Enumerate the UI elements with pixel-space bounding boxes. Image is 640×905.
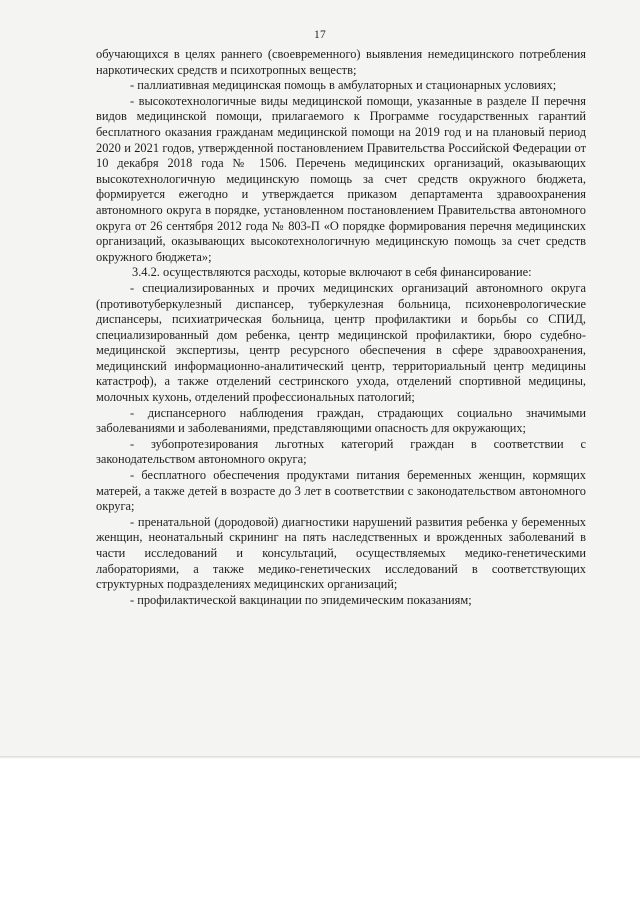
document-body	[96, 47, 586, 608]
paragraph-high-tech-care: - высокотехнологичные виды медицинской помощи, указанные в разделе II перечня видов медицинской помощи, прилагаемого к Программе государственных гарантий бесплатного оказания гражданам медицинской помощи на 2019 год и на плановый период 2020 и 2021 годов, утвержденной постановлением Правительства Российской Федерации от 10 декабря 2018 года № 1506. Перечень медицинских организаций, оказывающих высокотехнологичную медицинскую помощь за счет средств окружного бюджета, формируется ежегодно и утверждается приказом департамента здравоохранения автономного округа в порядке, установленном постановлением Правительства автономного округа от 26 сентября 2012 года № 803-П «О порядке формирования перечня медицинских организаций, оказывающих высокотехнологичную медицинскую помощь за счет средств окружного бюджета»;	[96, 93, 586, 264]
paragraph-prenatal-diagnostics: - пренатальной (дородовой) диагностики нарушений развития ребенка у беременных женщин, неонатальный скрининг на пять наследственных и врожденных заболеваний в части исследований и консультаций, осуществляемых медико-генетическими лабораториями, а также медико-генетических исследований в соответствующих структурных подразделениях медицинских организаций;	[96, 514, 586, 592]
paragraph-dental-prosthetics: - зубопротезирования льготных категорий граждан в соответствии с законодательством автономного округа;	[96, 436, 586, 467]
paragraph-specialized-organizations: - специализированных и прочих медицинских организаций автономного округа (противотуберкулезный диспансер, туберкулезная больница, психоневрологические диспансеры, психиатрическая больница, центр профилактики и борьбы со СПИД, специализированный дом ребенка, центр медицинской профилактики, бюро судебно-медицинской экспертизы, центр ресурсного обеспечения в сфере здравоохранения, медицинский информационно-аналитический центр, территориальный центр медицины катастроф), а также отделений сестринского ухода, отделений спортивной медицины, молочных кухонь, отделений профессиональных патологий;	[96, 280, 586, 405]
paragraph-students-screening: обучающихся в целях раннего (своевременного) выявления немедицинского потребления наркотических средств и психотропных веществ;	[96, 47, 586, 77]
paragraph-palliative-care: - паллиативная медицинская помощь в амбулаторных и стационарных условиях;	[130, 78, 557, 93]
section-3-4-2: 3.4.2. осуществляются расходы, которые включают в себя финансирование:	[132, 265, 532, 280]
paragraph-dispensary-observation: - диспансерного наблюдения граждан, страдающих социально значимыми заболеваниями и заболеваниями, представляющими опасность для окружающих;	[96, 405, 586, 436]
paragraph-vaccination: - профилактической вакцинации по эпидемическим показаниям;	[130, 592, 472, 607]
page-number: 17	[313, 29, 327, 41]
paragraph-free-nutrition: - бесплатного обеспечения продуктами питания беременных женщин, кормящих матерей, а также детей в возрасте до 3 лет в соответствии с законодательством автономного округа;	[96, 468, 586, 514]
scan-edge	[0, 756, 640, 759]
